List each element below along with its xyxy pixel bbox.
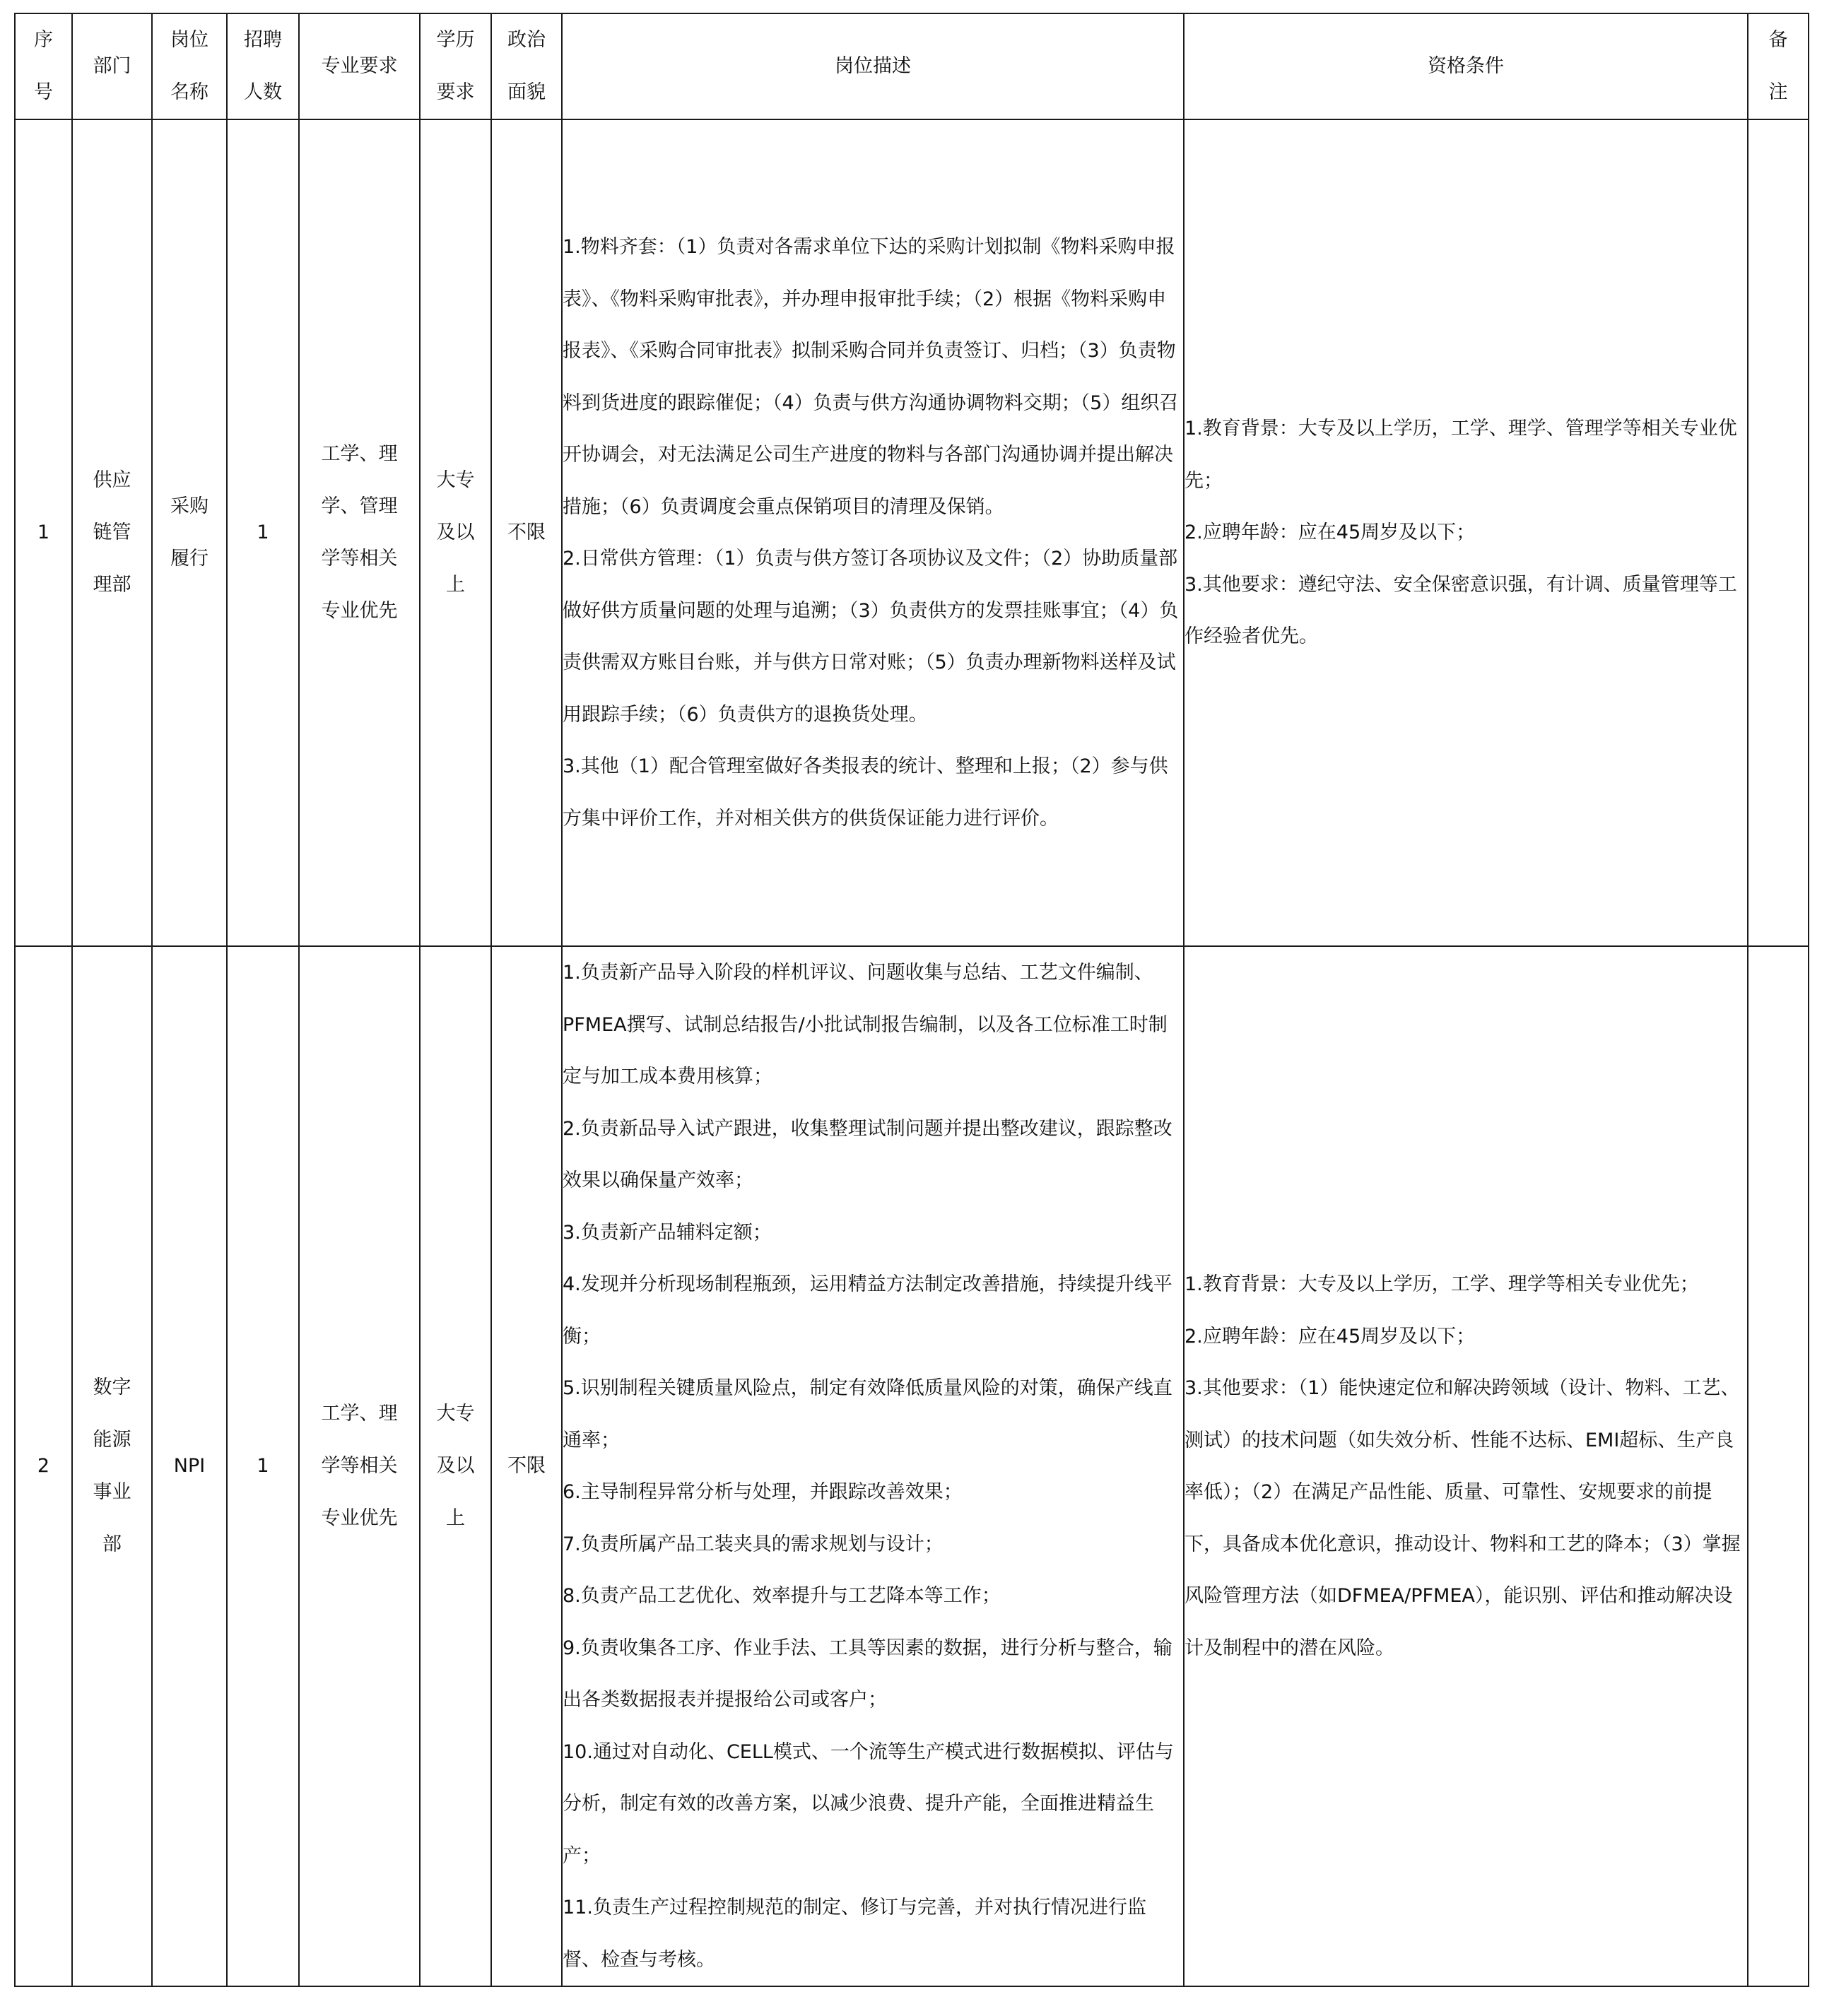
description-paragraph: 3.负责新产品辅料定额； — [563, 1221, 772, 1244]
header-political: 政治面貌 — [491, 13, 562, 119]
qualification-paragraph: 1.教育背景：大专及以上学历，工学、理学等相关专业优先； — [1185, 1273, 1699, 1295]
recruitment-table-sheet — [14, 13, 1808, 1987]
cell-seq: 1 — [15, 119, 72, 946]
header-description: 岗位描述 — [562, 13, 1184, 119]
description-paragraph: 1.负责新产品导入阶段的样机评议、问题收集与总结、工艺文件编制、PFMEA撰写、试制总结报告/小批试制报告编制，以及各工位标准工时制定与加工成本费用核算； — [563, 962, 1168, 1087]
description-paragraph: 2.日常供方管理：（1）负责与供方签订各项协议及文件；（2）协助质量部做好供方质量问题的处理与追溯；（3）负责供方的发票挂账事宜；（4）负责供需双方账目台账，并与供方日常对账；（5）负责办理新物料送样及试用跟踪手续；（6）负责供方的退换货处理。 — [563, 548, 1179, 726]
header-qualification: 资格条件 — [1184, 13, 1748, 119]
cell-seq: 2 — [15, 946, 72, 1986]
description-paragraph: 8.负责产品工艺优化、效率提升与工艺降本等工作； — [563, 1585, 1001, 1607]
description-paragraph: 7.负责所属产品工装夹具的需求规划与设计； — [563, 1533, 944, 1555]
description-paragraph: 9.负责收集各工序、作业手法、工具等因素的数据，进行分析与整合，输出各类数据报表并提报给公司或客户； — [563, 1637, 1172, 1711]
description-paragraph: 2.负责新品导入试产跟进，收集整理试制问题并提出整改建议，跟踪整改效果以确保量产效率； — [563, 1117, 1172, 1191]
header-major: 专业要求 — [299, 13, 420, 119]
header-count: 招聘人数 — [227, 13, 299, 119]
cell-political: 不限 — [491, 946, 562, 1986]
cell-count: 1 — [227, 946, 299, 1986]
description-paragraph: 3.其他（1）配合管理室做好各类报表的统计、整理和上报；（2）参与供方集中评价工作，并对相关供方的供货保证能力进行评价。 — [563, 755, 1168, 830]
cell-qualification — [1184, 119, 1748, 946]
description-paragraph: 1.物料齐套：（1）负责对各需求单位下达的采购计划拟制《物料采购申报表》、《物料采购审批表》，并办理申报审批手续；（2）根据《物料采购申报表》、《采购合同审批表》拟制采购合同并负责签订、归档；（3）负责物料到货进度的跟踪催促；（4）负责与供方沟通协调物料交期；（5）组织召开协调会，对无法满足公司生产进度的物料与各部门沟通协调并提出解决措施；（6）负责调度会重点保销项目的清理及保销。 — [563, 236, 1179, 518]
cell-description — [562, 946, 1184, 1986]
cell-dept: 供应链管理部 — [72, 119, 152, 946]
qualification-paragraph: 2.应聘年龄：应在45周岁及以下； — [1185, 1325, 1476, 1348]
header-dept: 部门 — [72, 13, 152, 119]
cell-political: 不限 — [491, 119, 562, 946]
cell-major: 工学、理学、管理学等相关专业优先 — [299, 119, 420, 946]
qualification-paragraph: 1.教育背景：大专及以上学历，工学、理学、管理学等相关专业优先； — [1185, 418, 1737, 492]
qualification-paragraph: 2.应聘年龄：应在45周岁及以下； — [1185, 521, 1476, 544]
cell-qualification — [1184, 946, 1748, 1986]
header-title: 岗位名称 — [152, 13, 227, 119]
qualification-paragraph: 3.其他要求：（1）能快速定位和解决跨领域（设计、物料、工艺、测试）的技术问题（如失效分析、性能不达标、EMI超标、生产良率低）；（2）在满足产品性能、质量、可靠性、安规要求的前提下，具备成本优化意识，推动设计、物料和工艺的降本；（3）掌握风险管理方法（如DFMEA/PFMEA），能识别、评估和推动解决设计及制程中的潜在风险。 — [1185, 1377, 1741, 1659]
description-paragraph: 11.负责生产过程控制规范的制定、修订与完善，并对执行情况进行监督、检查与考核。 — [563, 1897, 1146, 1971]
cell-title: 采购履行 — [152, 119, 227, 946]
header-remark: 备注 — [1748, 13, 1809, 119]
cell-description — [562, 119, 1184, 946]
header-edu: 学历要求 — [420, 13, 491, 119]
cell-title: NPI — [152, 946, 227, 1986]
qualification-paragraph: 3.其他要求：遵纪守法、安全保密意识强，有计调、质量管理等工作经验者优先。 — [1185, 573, 1737, 648]
cell-dept: 数字能源事业部 — [72, 946, 152, 1986]
description-paragraph: 10.通过对自动化、CELL模式、一个流等生产模式进行数据模拟、评估与分析，制定有效的改善方案，以减少浪费、提升产能，全面推进精益生产； — [563, 1740, 1174, 1867]
cell-remark — [1748, 946, 1809, 1986]
table-row — [15, 946, 1809, 1986]
cell-count: 1 — [227, 119, 299, 946]
header-row — [15, 13, 1809, 119]
cell-edu: 大专及以上 — [420, 946, 491, 1986]
recruitment-table — [14, 13, 1809, 1987]
description-paragraph: 6.主导制程异常分析与处理，并跟踪改善效果； — [563, 1481, 963, 1503]
cell-remark — [1748, 119, 1809, 946]
cell-major: 工学、理学等相关专业优先 — [299, 946, 420, 1986]
description-paragraph: 5.识别制程关键质量风险点，制定有效降低质量风险的对策，确保产线直通率； — [563, 1377, 1172, 1451]
description-paragraph: 4.发现并分析现场制程瓶颈，运用精益方法制定改善措施，持续提升线平衡； — [563, 1273, 1172, 1348]
cell-edu: 大专及以上 — [420, 119, 491, 946]
header-seq: 序号 — [15, 13, 72, 119]
table-row — [15, 119, 1809, 946]
